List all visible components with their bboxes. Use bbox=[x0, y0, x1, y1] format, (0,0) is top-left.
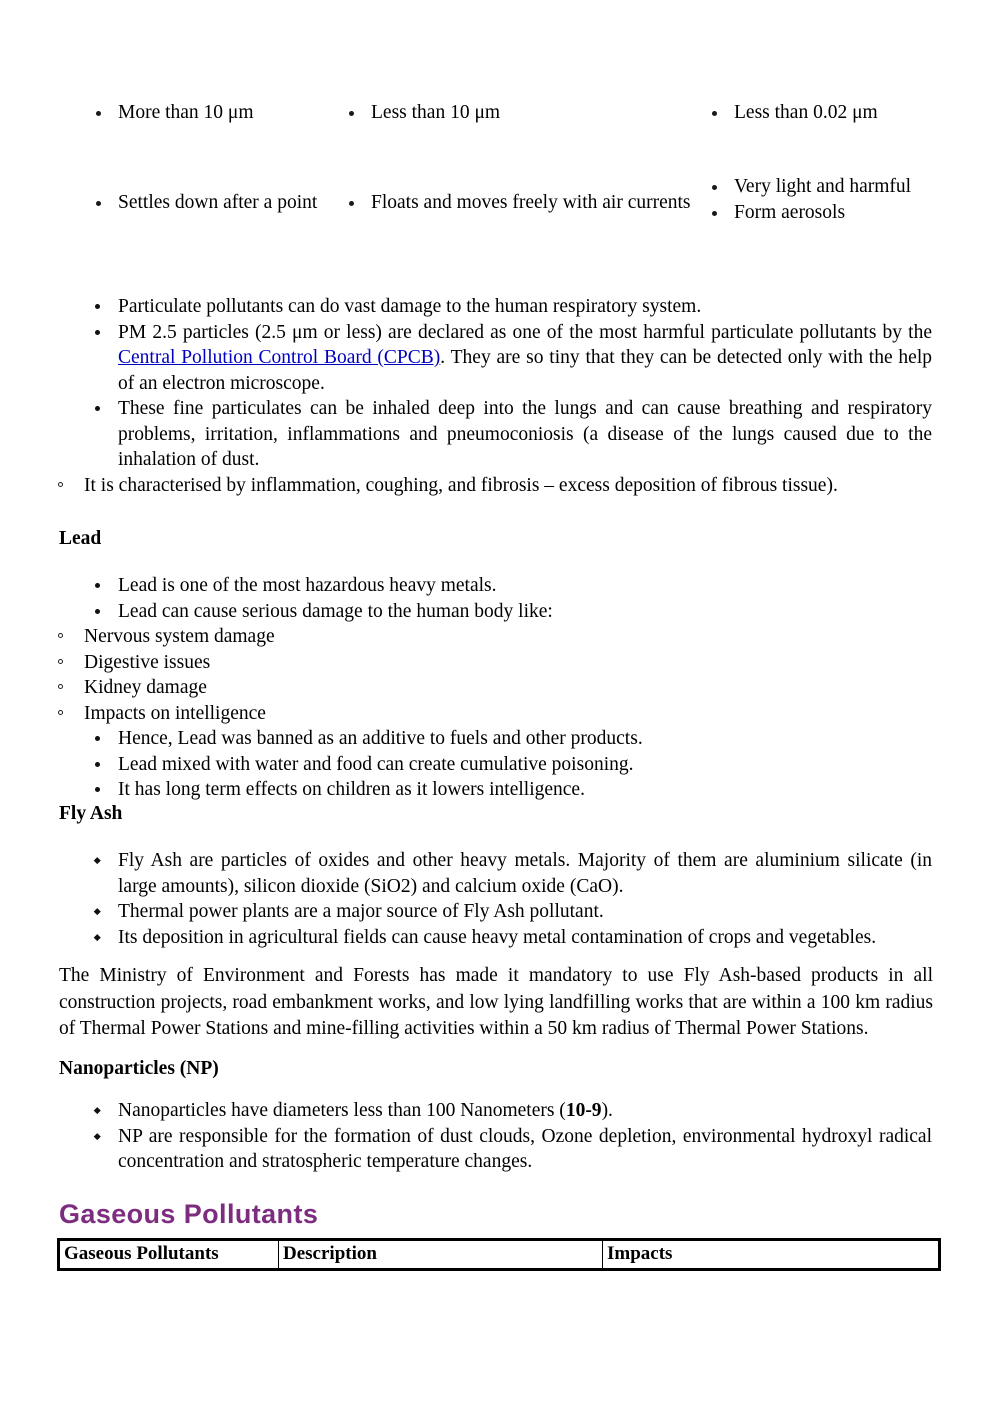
column-3-size-label: Less than 0.02 μm bbox=[706, 100, 976, 126]
list-item: NP are responsible for the formation of dust clouds, Ozone depletion, environmental hydroxyl radical concentration and stratospheric temperature changes. bbox=[95, 1124, 932, 1175]
column-1-behaviour-1: Settles down after a point bbox=[90, 190, 340, 216]
heading-nanoparticles: Nanoparticles (NP) bbox=[59, 1058, 219, 1079]
lead-bullet-list bbox=[0, 573, 993, 624]
lead-sub-bullet-list bbox=[0, 624, 993, 726]
table-header-impacts: Impacts bbox=[603, 1241, 939, 1269]
pm25-text-post: . They are so tiny that they can be detected only with the help of an electron microscope. bbox=[118, 347, 932, 394]
nanoparticles-bullet-list bbox=[0, 1098, 993, 1175]
spacer bbox=[343, 126, 693, 190]
column-3-behaviour-1: Very light and harmful bbox=[706, 174, 976, 200]
nanoparticles-bullet-block bbox=[0, 1098, 993, 1175]
spacer bbox=[706, 126, 976, 174]
list-item: Lead mixed with water and food can create cumulative poisoning. bbox=[95, 752, 932, 778]
list-item: Fly Ash are particles of oxides and other heavy metals. Majority of them are aluminium silicate (in large amounts), silicon dioxide (SiO2) and calcium oxide (CaO). bbox=[95, 848, 932, 899]
list-item: Its deposition in agricultural fields can cause heavy metal contamination of crops and vegetables. bbox=[95, 925, 932, 951]
comparison-column-2 bbox=[343, 100, 693, 216]
lead-bullet-list-after bbox=[0, 726, 993, 803]
gaseous-pollutants-table bbox=[57, 1238, 941, 1271]
pm25-text-pre: PM 2.5 particles (2.5 μm or less) are declared as one of the most harmful particulate pollutants by the bbox=[118, 321, 932, 343]
fly-ash-bullet-list bbox=[0, 848, 993, 950]
list-item: It is characterised by inflammation, coughing, and fibrosis – excess deposition of fibrous tissue). bbox=[58, 473, 993, 499]
column-2-size-label: Less than 10 μm bbox=[343, 100, 693, 126]
particulate-sub-bullet-list bbox=[0, 473, 993, 499]
list-item: Hence, Lead was banned as an additive to fuels and other products. bbox=[95, 726, 932, 752]
np-text-pre: Nanoparticles have diameters less than 100 Nanometers ( bbox=[118, 1100, 566, 1121]
column-1-size-label: More than 10 μm bbox=[90, 100, 340, 126]
lead-bullet-block bbox=[0, 573, 993, 803]
list-item: Impacts on intelligence bbox=[58, 701, 993, 727]
table-header-description: Description bbox=[279, 1241, 603, 1269]
particulate-bullet-list bbox=[0, 294, 993, 473]
list-item: Particulate pollutants can do vast damage to the human respiratory system. bbox=[95, 294, 932, 320]
list-item: Lead can cause serious damage to the human body like: bbox=[95, 599, 932, 625]
list-item: These fine particulates can be inhaled deep into the lungs and can cause breathing and respiratory problems, irritation, inflammations and pneumoconiosis (a disease of the lungs caused due to the inhalation of dust. bbox=[95, 396, 932, 473]
fly-ash-bullet-block bbox=[0, 848, 993, 950]
heading-gaseous-pollutants: Gaseous Pollutants bbox=[59, 1199, 319, 1229]
comparison-column-3 bbox=[706, 100, 976, 226]
list-item: Thermal power plants are a major source of Fly Ash pollutant. bbox=[95, 899, 932, 925]
spacer bbox=[90, 126, 340, 190]
comparison-column-1 bbox=[90, 100, 340, 216]
list-item: It has long term effects on children as it lowers intelligence. bbox=[95, 777, 932, 803]
list-item bbox=[95, 1098, 932, 1124]
heading-fly-ash: Fly Ash bbox=[59, 803, 123, 824]
cpcb-link[interactable]: Central Pollution Control Board (CPCB) bbox=[118, 347, 441, 368]
particulate-bullet-block bbox=[0, 294, 993, 498]
column-2-behaviour-1: Floats and moves freely with air currents bbox=[343, 190, 693, 216]
list-item: Nervous system damage bbox=[58, 624, 993, 650]
list-item bbox=[95, 320, 932, 397]
heading-lead: Lead bbox=[59, 528, 102, 549]
list-item: Kidney damage bbox=[58, 675, 993, 701]
table-header-gaseous-pollutants: Gaseous Pollutants bbox=[60, 1241, 279, 1269]
table-header-row bbox=[60, 1241, 939, 1269]
list-item: Lead is one of the most hazardous heavy metals. bbox=[95, 573, 932, 599]
np-text-post: ). bbox=[601, 1100, 613, 1121]
list-item: Digestive issues bbox=[58, 650, 993, 676]
column-3-behaviour-2: Form aerosols bbox=[706, 200, 976, 226]
fly-ash-paragraph: The Ministry of Environment and Forests has made it mandatory to use Fly Ash-based products in all construction projects, road embankment works, and low lying landfilling works that are within a 100 km radius of Thermal Power Stations and mine-filling activities within a 50 km radius of Thermal Power Stations. bbox=[59, 965, 933, 1039]
np-exponent: 10-9 bbox=[565, 1100, 602, 1121]
